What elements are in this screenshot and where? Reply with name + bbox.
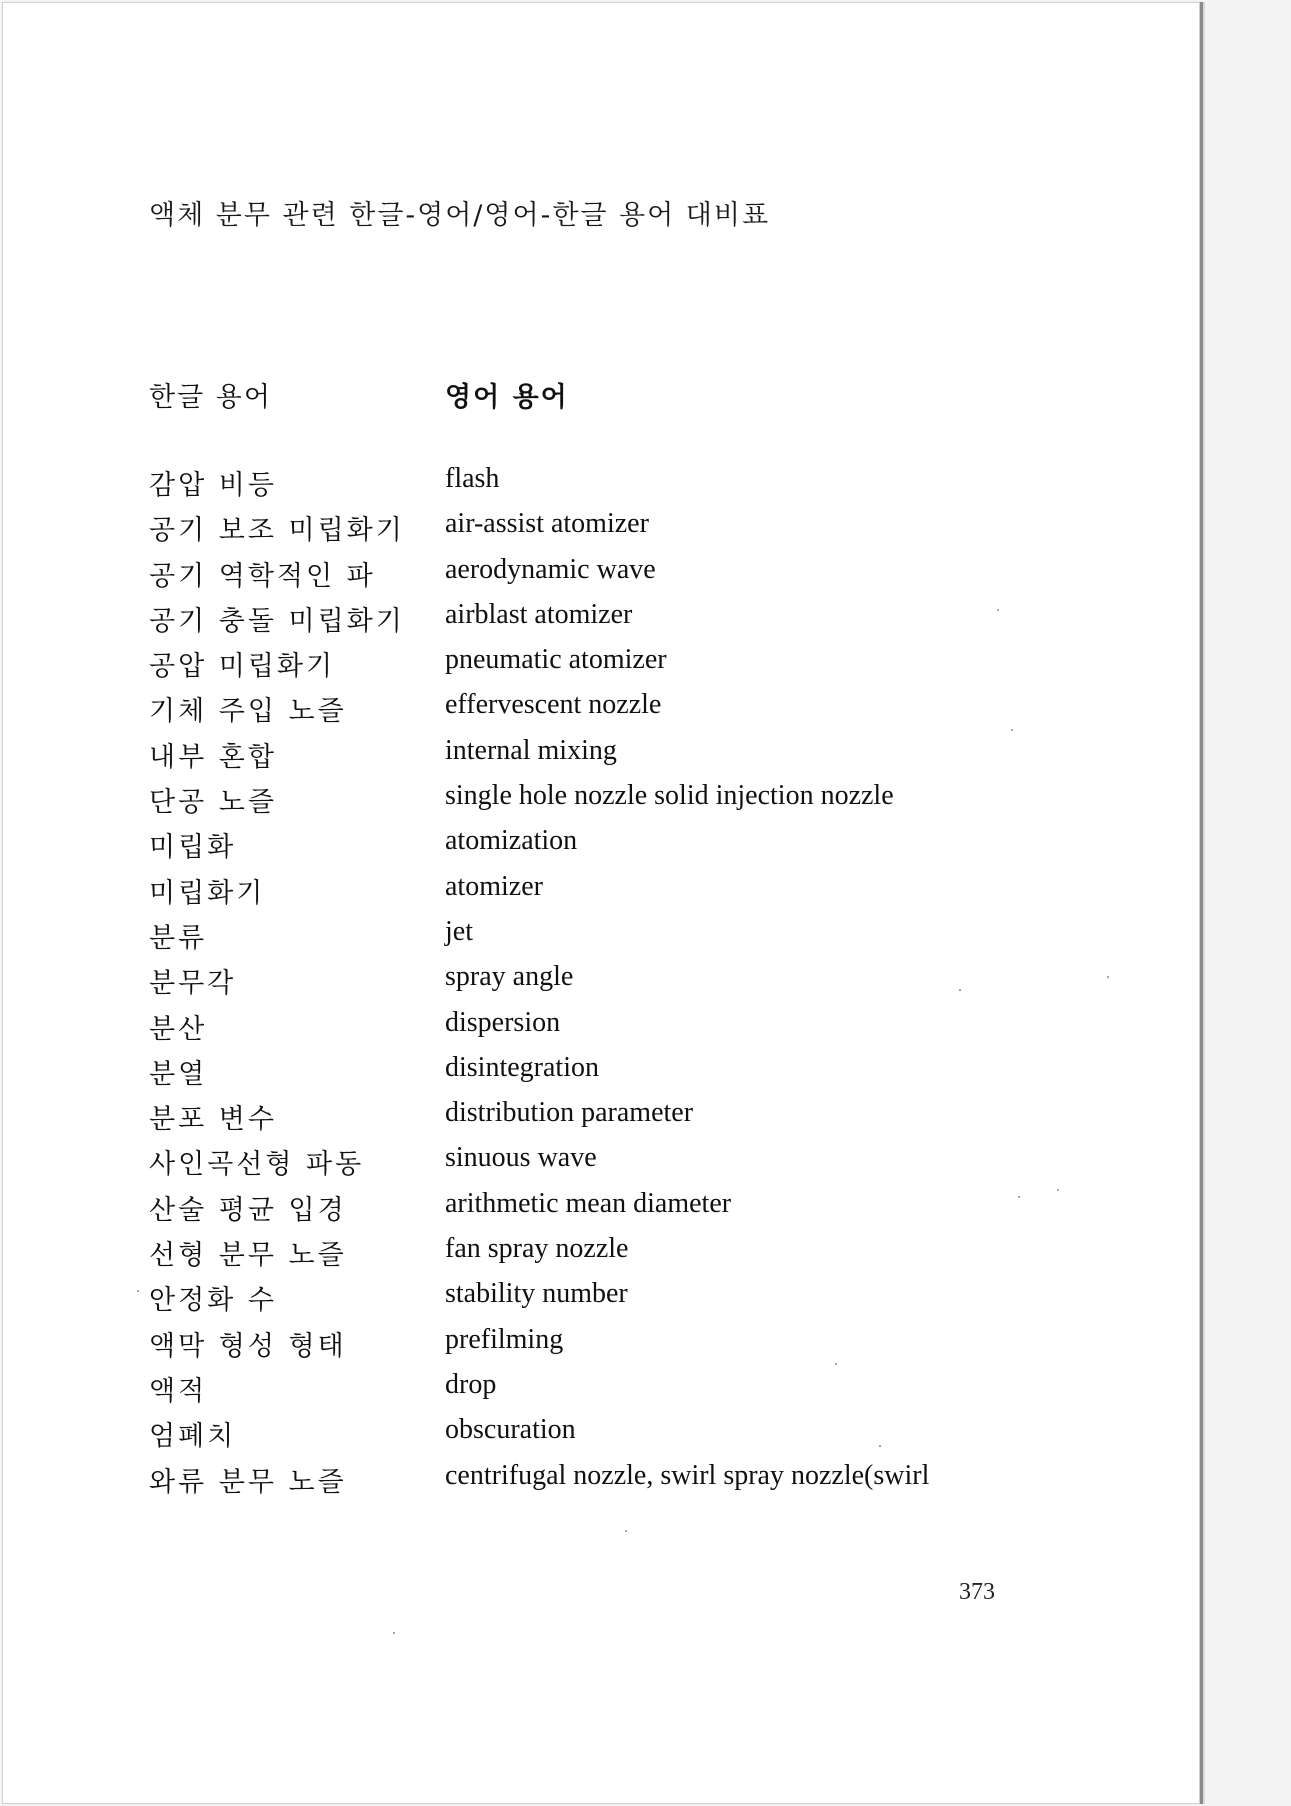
column-headers <box>149 375 1049 415</box>
scan-speck <box>1107 976 1109 978</box>
term-row <box>149 825 1069 870</box>
term-row <box>149 1233 1069 1278</box>
term-row <box>149 961 1069 1006</box>
english-term: jet <box>445 915 473 947</box>
term-row <box>149 1188 1069 1233</box>
english-term: arithmetic mean diameter <box>445 1187 732 1219</box>
scan-speck <box>835 1363 837 1365</box>
term-row <box>149 1414 1069 1459</box>
english-term: flash <box>445 463 500 494</box>
english-term: stability number <box>445 1278 628 1310</box>
term-row <box>149 735 1069 780</box>
document-page <box>2 2 1200 1804</box>
term-row <box>149 916 1069 961</box>
korean-term: 분포 변수 <box>149 1104 277 1136</box>
korean-term: 공기 역학적인 파 <box>149 560 376 592</box>
english-term: prefilming <box>445 1323 564 1355</box>
term-row <box>149 508 1069 553</box>
korean-term: 공압 미립화기 <box>149 651 336 683</box>
korean-term: 산술 평균 입경 <box>149 1194 347 1226</box>
korean-term: 분류 <box>149 922 208 954</box>
english-term: single hole nozzle solid injection nozzle <box>445 780 894 812</box>
english-term: atomizer <box>445 870 543 902</box>
scan-speck <box>959 989 961 991</box>
scan-speck <box>137 1290 139 1292</box>
term-row <box>149 644 1069 689</box>
term-row <box>149 554 1069 599</box>
korean-term: 액적 <box>149 1375 208 1407</box>
english-term: spray angle <box>445 961 574 993</box>
english-column-header: 영어 용어 <box>445 382 569 413</box>
korean-term: 와류 분무 노즐 <box>149 1466 347 1498</box>
english-term: distribution parameter <box>445 1097 694 1129</box>
scan-speck <box>1011 729 1013 731</box>
korean-term: 미립화기 <box>149 877 266 909</box>
korean-term: 분열 <box>149 1058 208 1090</box>
korean-term: 사인곡선형 파동 <box>149 1149 365 1181</box>
korean-column-header: 한글 용어 <box>149 382 272 413</box>
english-term: internal mixing <box>445 734 617 766</box>
scan-speck <box>1057 1189 1059 1191</box>
scan-speck <box>625 1530 627 1532</box>
scan-speck <box>997 609 999 611</box>
korean-term: 선형 분무 노즐 <box>149 1240 347 1272</box>
korean-term: 분무각 <box>149 968 237 1000</box>
korean-term: 분산 <box>149 1013 208 1045</box>
term-row <box>149 780 1069 825</box>
korean-term: 내부 혼합 <box>149 741 277 773</box>
term-row <box>149 1007 1069 1052</box>
term-row <box>149 1369 1069 1414</box>
english-term: atomization <box>445 825 578 857</box>
korean-term: 안정화 수 <box>149 1285 277 1317</box>
term-row <box>149 1097 1069 1142</box>
english-term: effervescent nozzle <box>445 689 662 721</box>
scan-speck <box>879 1445 881 1447</box>
scan-speck <box>393 1632 395 1634</box>
english-term: disintegration <box>445 1051 599 1083</box>
page-number: 373 <box>959 1579 995 1605</box>
english-term: air-assist atomizer <box>445 508 649 540</box>
term-row <box>149 1142 1069 1187</box>
english-term: pneumatic atomizer <box>445 644 667 676</box>
english-term: airblast atomizer <box>445 598 633 630</box>
english-term: centrifugal nozzle, swirl spray nozzle(swirl <box>445 1459 930 1491</box>
korean-term: 감압 비등 <box>149 470 277 501</box>
term-row <box>149 689 1069 734</box>
english-term: drop <box>445 1368 497 1400</box>
korean-term: 단공 노즐 <box>149 787 277 819</box>
page-title: 액체 분무 관련 한글-영어/영어-한글 용어 대비표 <box>149 200 771 231</box>
korean-term: 공기 보조 미립화기 <box>149 515 405 547</box>
term-row <box>149 1324 1069 1369</box>
scan-speck <box>1018 1196 1020 1198</box>
term-row <box>149 1052 1069 1097</box>
korean-term: 액막 형성 형태 <box>149 1330 347 1362</box>
korean-term: 엄폐치 <box>149 1421 237 1453</box>
term-row <box>149 463 1069 508</box>
english-term: aerodynamic wave <box>445 553 656 585</box>
english-term: obscuration <box>445 1414 576 1446</box>
english-term: sinuous wave <box>445 1142 597 1174</box>
term-row <box>149 871 1069 916</box>
english-term: dispersion <box>445 1006 561 1038</box>
english-term: fan spray nozzle <box>445 1233 629 1265</box>
korean-term: 공기 충돌 미립화기 <box>149 605 405 637</box>
korean-term: 기체 주입 노즐 <box>149 696 347 728</box>
term-row <box>149 1278 1069 1323</box>
term-row <box>149 1460 1069 1505</box>
term-row <box>149 599 1069 644</box>
glossary-term-list <box>149 463 1069 1505</box>
korean-term: 미립화 <box>149 832 237 864</box>
